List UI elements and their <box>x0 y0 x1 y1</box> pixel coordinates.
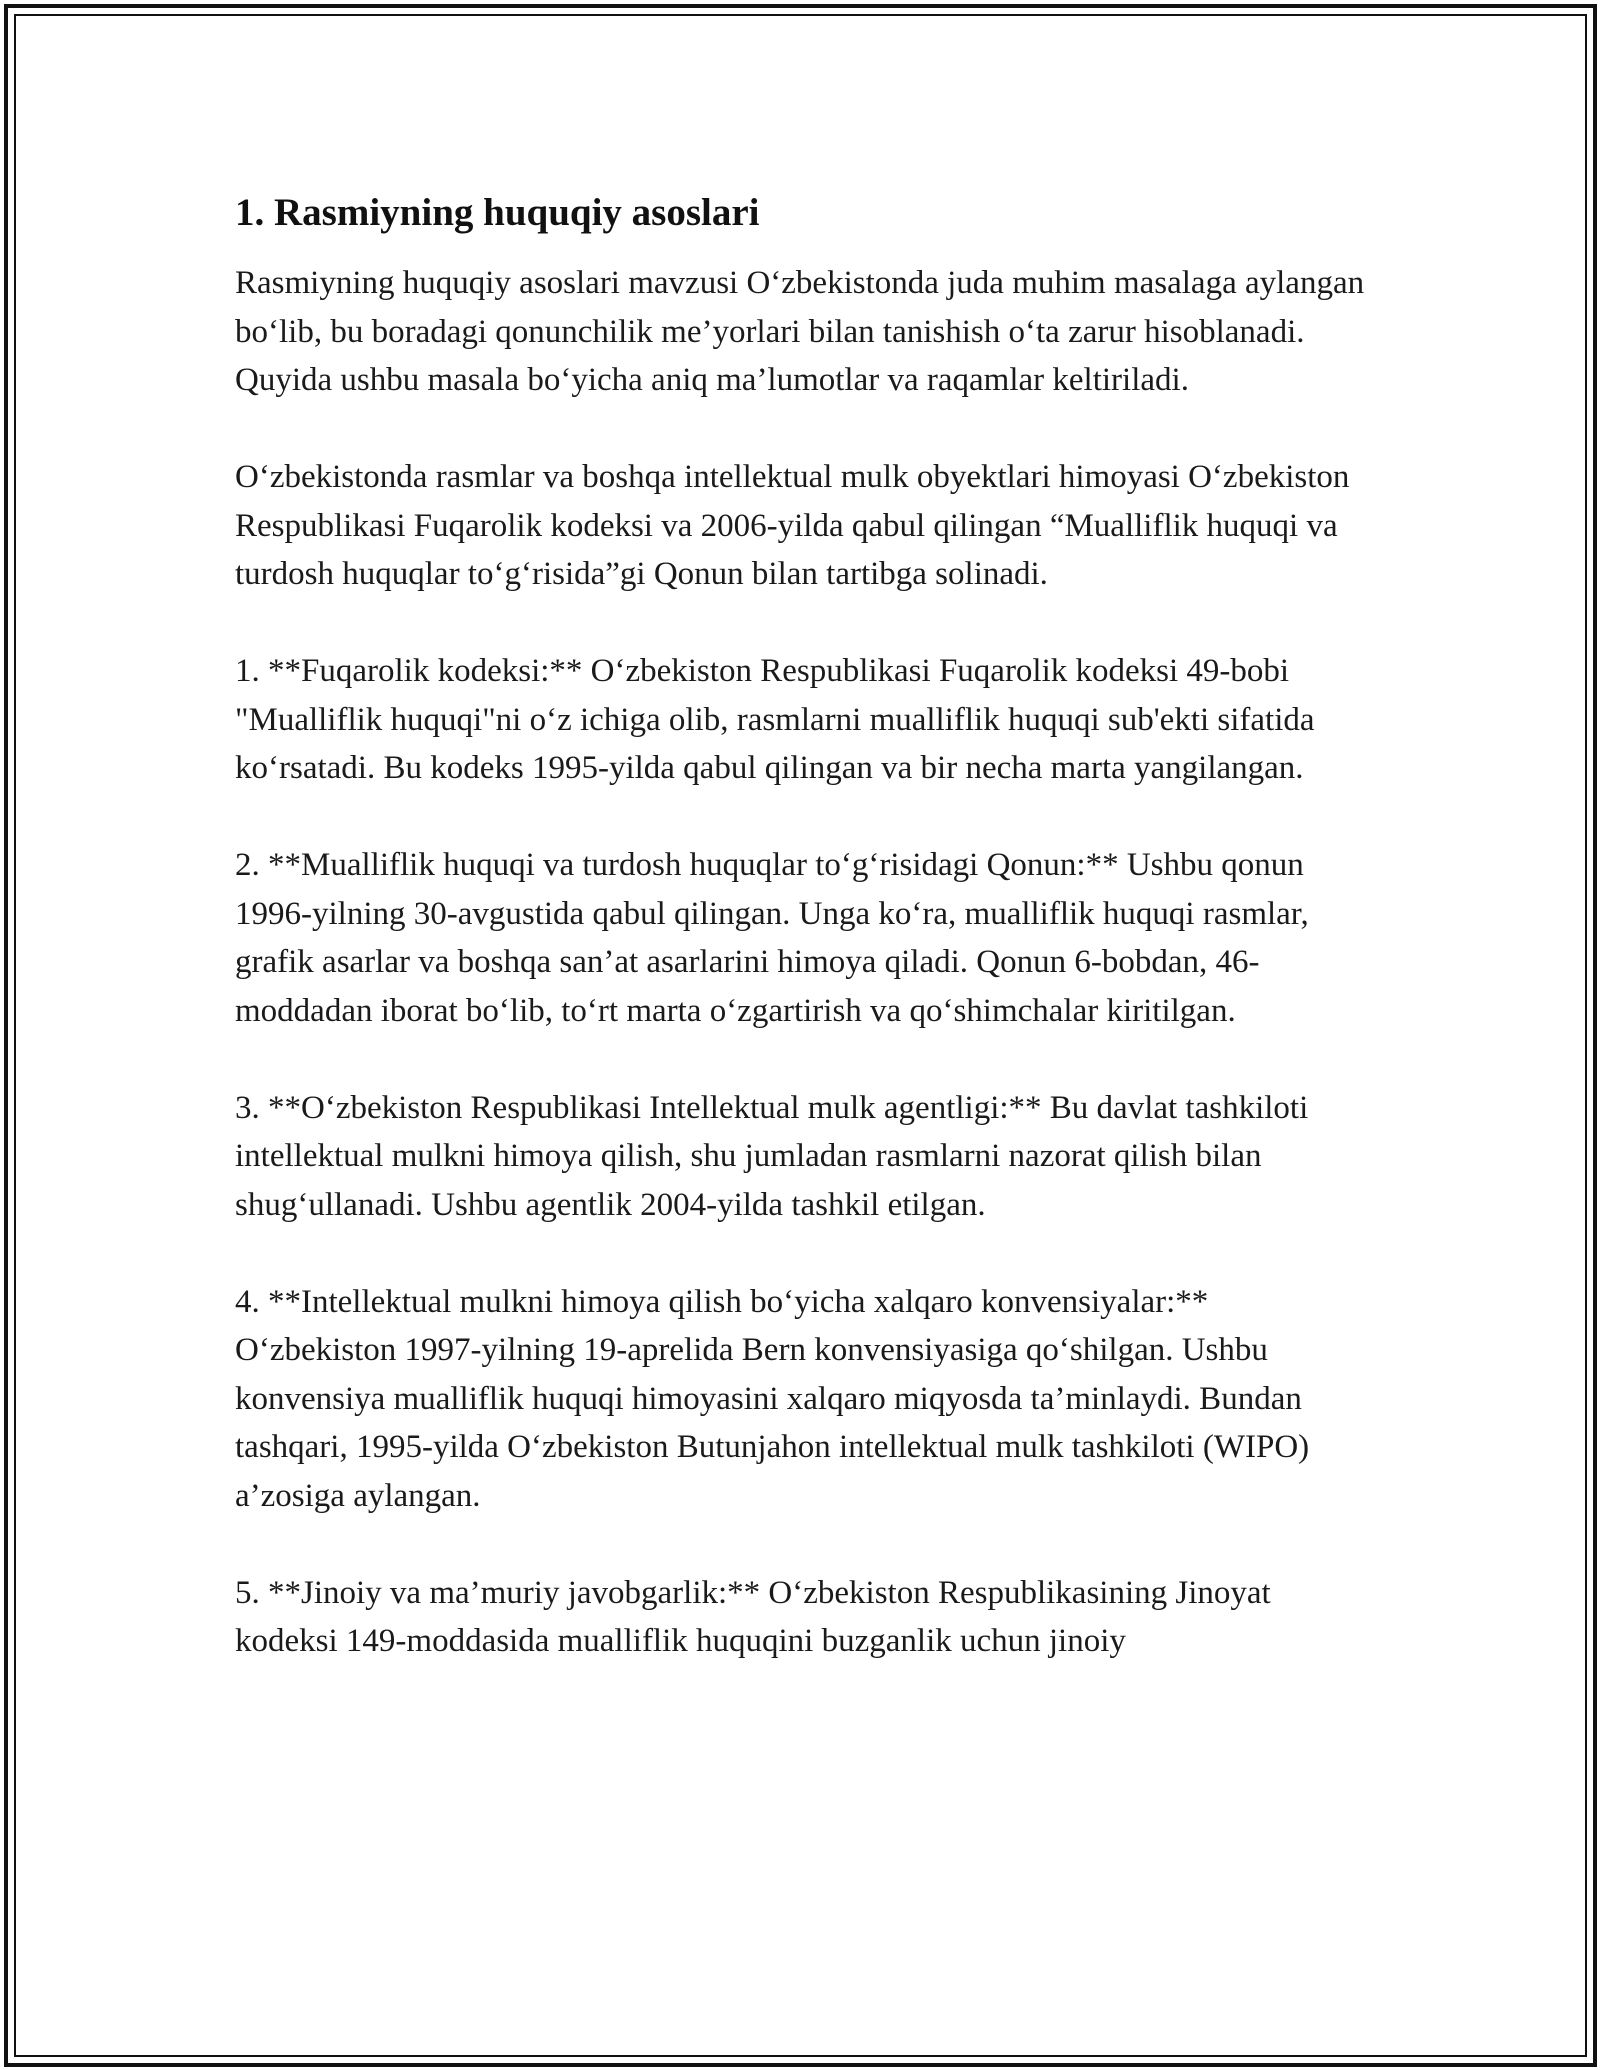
document-body <box>235 185 1370 1714</box>
paragraph-legal-basis: O‘zbekistonda rasmlar va boshqa intellektual mulk obyektlari himoyasi O‘zbekiston Respublikasi Fuqarolik kodeksi va 2006-yilda qabul qilingan “Mualliflik huquqi va turdosh huquqlar to‘g‘risida”gi Qonun bilan tartibga solinadi. <box>235 459 1350 592</box>
list-item-copyright-law: 2. **Mualliflik huquqi va turdosh huquqlar to‘g‘risidagi Qonun:** Ushbu qonun 1996-yilning 30-avgustida qabul qilingan. Unga ko‘ra, mualliflik huquqi rasmlar, grafik asarlar va boshqa san’at asarlarini himoya qiladi. Qonun 6-bobdan, 46-moddadan iborat bo‘lib, to‘rt marta o‘zgartirish va qo‘shimchalar kiritilgan. <box>235 847 1309 1029</box>
section-heading: 1. Rasmiyning huquqiy asoslari <box>235 191 760 234</box>
list-item-ip-agency: 3. **O‘zbekiston Respublikasi Intellektual mulk agentligi:** Bu davlat tashkiloti intellektual mulkni himoya qilish, shu jumladan rasmlarni nazorat qilish bilan shug‘ullanadi. Ushbu agentlik 2004-yilda tashkil etilgan. <box>235 1089 1309 1223</box>
list-item-international-conventions: 4. **Intellektual mulkni himoya qilish bo‘yicha xalqaro konvensiyalar:** O‘zbekiston 1997-yilning 19-aprelida Bern konvensiyasiga qo‘shilgan. Ushbu konvensiya mualliflik huquqi himoyasini xalqaro miqyosda ta’minlaydi. Bundan tashqari, 1995-yilda O‘zbekiston Butunjahon intellektual mulk tashkiloti (WIPO) a’zosiga aylangan. <box>235 1283 1310 1514</box>
list-item-civil-code: 1. **Fuqarolik kodeksi:** O‘zbekiston Respublikasi Fuqarolik kodeksi 49-bobi "Mualliflik huquqi"ni o‘z ichiga olib, rasmlarni mualliflik huquqi sub'ekti sifatida ko‘rsatadi. Bu kodeks 1995-yilda qabul qilingan va bir necha marta yangilangan. <box>235 653 1315 786</box>
list-item-liability: 5. **Jinoiy va ma’muriy javobgarlik:** O‘zbekiston Respublikasining Jinoyat kodeksi 149-moddasida mualliflik huquqini buzganlik uchun jinoiy <box>235 1574 1271 1659</box>
paragraph-intro: Rasmiyning huquqiy asoslari mavzusi O‘zbekistonda juda muhim masalaga aylangan bo‘lib, bu boradagi qonunchilik me’yorlari bilan tanishish o‘ta zarur hisoblanadi. Quyida ushbu masala bo‘yicha aniq ma’lumotlar va raqamlar keltiriladi. <box>235 265 1365 398</box>
